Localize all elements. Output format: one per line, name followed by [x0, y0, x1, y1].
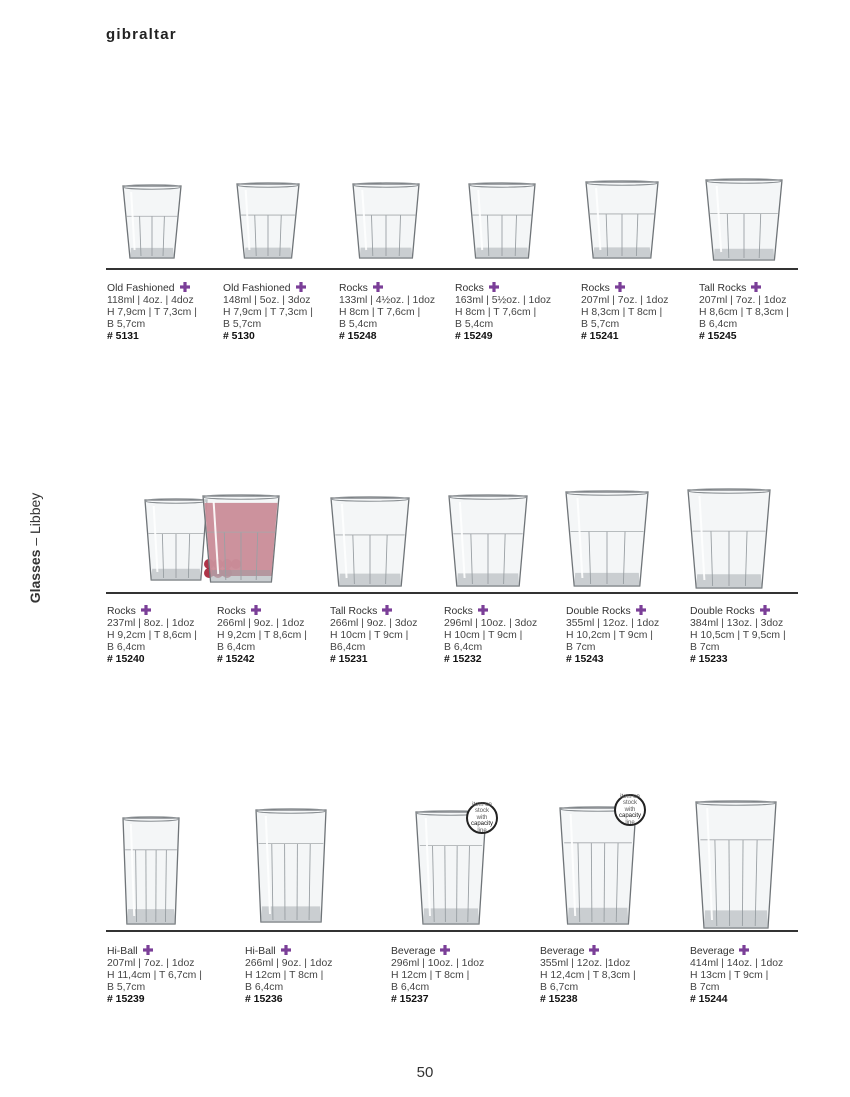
product-code: # 15249 [455, 331, 493, 342]
product-code: # 15238 [540, 994, 578, 1005]
product-spec: 296ml | 10oz. | 3doz [444, 618, 538, 629]
product-spec: H 11,4cm | T 6,7cm | [107, 970, 202, 981]
product-spec: H 12cm | T 8cm | [391, 970, 470, 981]
product-code: # 15231 [330, 654, 368, 665]
product-name: Hi-Ball [245, 946, 276, 957]
plus-icon[interactable] [281, 945, 291, 955]
product-spec-line [107, 630, 197, 642]
glass-image [252, 806, 330, 926]
badge-text: stock with [474, 808, 489, 821]
plus-icon[interactable] [251, 605, 261, 615]
product-code: # 15241 [581, 331, 619, 342]
product-spec-line [455, 319, 551, 331]
product-spec: 266ml | 9oz. | 1doz [245, 958, 333, 969]
product-spec: B 5,7cm [107, 982, 146, 993]
product-name-line [566, 605, 659, 618]
product-code: # 15240 [107, 654, 145, 665]
badge-text: item on [472, 801, 492, 808]
product-spec-line [245, 970, 332, 982]
product-spec: H 13cm | T 9cm | [690, 970, 769, 981]
plus-icon[interactable] [296, 282, 306, 292]
glass-image [692, 798, 780, 932]
product-name-line [540, 945, 636, 958]
badge-text: capacity [618, 813, 641, 820]
product-name-line [391, 945, 484, 958]
product-spec-line [107, 642, 197, 654]
product-name: Beverage [391, 946, 436, 957]
product-code: # 15237 [391, 994, 429, 1005]
glass-image [562, 488, 652, 590]
product-card [391, 945, 484, 1006]
product-spec-line [391, 970, 484, 982]
plus-icon[interactable] [751, 282, 761, 292]
product-spec-line [581, 295, 668, 307]
product-code: # 15245 [699, 331, 737, 342]
product-spec: 355ml | 12oz. | 1doz [566, 618, 660, 629]
product-code-line [107, 654, 197, 666]
capacity-line-badge [466, 802, 498, 834]
product-spec: 266ml | 9oz. | 1doz [217, 618, 305, 629]
product-spec-line [581, 319, 668, 331]
product-card [455, 282, 551, 343]
product-spec: B 6,4cm [217, 642, 256, 653]
product-code-line [223, 331, 313, 343]
plus-icon[interactable] [478, 605, 488, 615]
product-spec-line [107, 958, 202, 970]
glass-image [582, 178, 662, 262]
product-code-line [581, 331, 668, 343]
glass-image [684, 486, 774, 592]
side-label-rest: – Libbey [27, 492, 43, 546]
plus-icon[interactable] [180, 282, 190, 292]
product-spec-line [690, 618, 786, 630]
product-spec-line [444, 618, 537, 630]
product-spec-line [107, 319, 197, 331]
product-spec-line [455, 295, 551, 307]
product-spec: B 7cm [566, 642, 596, 653]
product-spec-line [540, 970, 636, 982]
product-spec-line [223, 319, 313, 331]
product-spec: H 10cm | T 9cm | [444, 630, 523, 641]
product-name: Rocks [339, 283, 368, 294]
product-spec: B6,4cm [330, 642, 366, 653]
product-code-line [245, 994, 332, 1006]
page-number: 50 [416, 1064, 434, 1081]
product-code: # 15236 [245, 994, 283, 1005]
product-card [107, 605, 197, 666]
product-spec: B 6,7cm [540, 982, 579, 993]
product-spec-line [690, 970, 783, 982]
product-spec: B 6,4cm [444, 642, 483, 653]
product-spec-line [540, 958, 636, 970]
product-card [245, 945, 332, 1006]
product-spec: H 8,3cm | T 8cm | [581, 307, 663, 318]
product-spec: 355ml | 12oz. |1doz [540, 958, 631, 969]
product-spec-line [699, 295, 789, 307]
product-name-line [339, 282, 435, 295]
product-spec: H 7,9cm | T 7,3cm | [223, 307, 313, 318]
product-code: # 15232 [444, 654, 482, 665]
product-code: # 15244 [690, 994, 728, 1005]
side-label-bold: Glasses [27, 549, 43, 604]
product-spec: H 7,9cm | T 7,3cm | [107, 307, 197, 318]
product-name-line [217, 605, 307, 618]
product-spec-line [107, 970, 202, 982]
product-spec: H 9,2cm | T 8,6cm | [217, 630, 307, 641]
product-spec: 163ml | 5½oz. | 1doz [455, 295, 552, 306]
product-spec-line [217, 618, 307, 630]
product-spec-line [699, 307, 789, 319]
product-spec: 133ml | 4½oz. | 1doz [339, 295, 436, 306]
product-name-line [330, 605, 417, 618]
product-spec-line [339, 295, 435, 307]
badge-text: capacity [470, 821, 493, 828]
product-code-line [690, 654, 786, 666]
product-spec-line [690, 982, 783, 994]
product-code-line [566, 654, 659, 666]
glass-image [233, 180, 303, 262]
product-name-line [444, 605, 537, 618]
product-name: Beverage [690, 946, 735, 957]
badge-text: stock with [622, 800, 637, 813]
product-code-line [217, 654, 307, 666]
product-name-line [223, 282, 313, 295]
badge-text: item on [620, 793, 640, 800]
glass-image [702, 176, 786, 264]
product-name-line [690, 945, 783, 958]
product-spec: H 8,6cm | T 8,3cm | [699, 307, 789, 318]
product-name-line [455, 282, 551, 295]
product-spec: B 5,4cm [339, 319, 378, 330]
product-spec-line [339, 307, 435, 319]
product-spec-line [540, 982, 636, 994]
plus-icon[interactable] [739, 945, 749, 955]
product-spec-line [391, 958, 484, 970]
plus-icon[interactable] [373, 282, 383, 292]
product-code-line [540, 994, 636, 1006]
product-code-line [455, 331, 551, 343]
product-name: Beverage [540, 946, 585, 957]
badge-text: line [625, 819, 635, 826]
product-card [690, 945, 783, 1006]
product-code: # 15233 [690, 654, 728, 665]
product-spec-line [566, 642, 659, 654]
product-name: Double Rocks [690, 606, 755, 617]
glass-image [445, 492, 531, 590]
product-spec: 207ml | 7oz. | 1doz [581, 295, 669, 306]
product-spec-line [444, 642, 537, 654]
product-spec: B 5,4cm [455, 319, 494, 330]
product-spec: B 5,7cm [223, 319, 262, 330]
product-name: Rocks [444, 606, 473, 617]
product-spec: H 12cm | T 8cm | [245, 970, 324, 981]
badge-text: line [477, 827, 487, 834]
product-spec: H 10,2cm | T 9cm | [566, 630, 654, 641]
product-spec-line [245, 982, 332, 994]
product-spec: 266ml | 9oz. | 3doz [330, 618, 418, 629]
product-spec-line [217, 630, 307, 642]
product-name-line [107, 945, 202, 958]
plus-icon[interactable] [589, 945, 599, 955]
product-spec-line [690, 958, 783, 970]
product-spec: 237ml | 8oz. | 1doz [107, 618, 195, 629]
product-name-line [245, 945, 332, 958]
product-name: Rocks [217, 606, 246, 617]
product-name: Old Fashioned [223, 283, 291, 294]
product-spec-line [107, 295, 197, 307]
product-spec-line [223, 295, 313, 307]
product-spec-line [699, 319, 789, 331]
product-spec-line [566, 618, 659, 630]
product-code: # 15239 [107, 994, 145, 1005]
plus-icon[interactable] [489, 282, 499, 292]
product-code-line [107, 331, 197, 343]
product-card [217, 605, 307, 666]
product-name-line [107, 605, 197, 618]
glass-image [327, 494, 413, 590]
product-spec: 384ml | 13oz. | 3doz [690, 618, 784, 629]
plus-icon[interactable] [382, 605, 392, 615]
product-code: # 15242 [217, 654, 255, 665]
product-spec: B 5,7cm [581, 319, 620, 330]
product-spec-line [330, 618, 417, 630]
product-spec: H 10,5cm | T 9,5cm | [690, 630, 786, 641]
product-spec-line [339, 319, 435, 331]
product-spec: 207ml | 7oz. | 1doz [699, 295, 787, 306]
product-code: # 15248 [339, 331, 377, 342]
product-spec-line [107, 982, 202, 994]
product-card [566, 605, 659, 666]
glass-image [119, 814, 183, 928]
product-spec-line [330, 642, 417, 654]
plus-icon[interactable] [143, 945, 153, 955]
product-name: Rocks [581, 283, 610, 294]
product-spec: B 5,7cm [107, 319, 146, 330]
product-spec: B 6,4cm [699, 319, 738, 330]
plus-icon[interactable] [615, 282, 625, 292]
row-divider [106, 268, 798, 270]
product-code-line [391, 994, 484, 1006]
product-spec: 148ml | 5oz. | 3doz [223, 295, 311, 306]
glass-image [465, 180, 539, 262]
product-name: Rocks [107, 606, 136, 617]
product-code: # 5130 [223, 331, 255, 342]
product-card [699, 282, 789, 343]
product-name-line [690, 605, 786, 618]
product-code-line [699, 331, 789, 343]
product-code-line [339, 331, 435, 343]
product-spec-line [581, 307, 668, 319]
product-spec: H 8cm | T 7,6cm | [455, 307, 537, 318]
product-name-line [581, 282, 668, 295]
plus-icon[interactable] [440, 945, 450, 955]
product-card [107, 282, 197, 343]
product-card [223, 282, 313, 343]
product-spec-line [330, 630, 417, 642]
product-spec: B 7cm [690, 982, 720, 993]
plus-icon[interactable] [141, 605, 151, 615]
product-spec-line [107, 618, 197, 630]
product-spec: B 6,4cm [245, 982, 284, 993]
product-name: Rocks [455, 283, 484, 294]
product-spec: H 12,4cm | T 8,3cm | [540, 970, 636, 981]
glass-image [199, 492, 283, 586]
product-name: Hi-Ball [107, 946, 138, 957]
product-spec-line [391, 982, 484, 994]
product-card [339, 282, 435, 343]
side-label [27, 493, 43, 604]
product-card [107, 945, 202, 1006]
product-name-line [107, 282, 197, 295]
product-spec: 296ml | 10oz. | 1doz [391, 958, 485, 969]
product-spec: 118ml | 4oz. | 4doz [107, 295, 194, 306]
product-spec-line [455, 307, 551, 319]
plus-icon[interactable] [636, 605, 646, 615]
product-spec: B 7cm [690, 642, 720, 653]
product-name: Tall Rocks [330, 606, 378, 617]
product-name: Tall Rocks [699, 283, 747, 294]
product-code-line [330, 654, 417, 666]
plus-icon[interactable] [760, 605, 770, 615]
product-spec-line [690, 642, 786, 654]
product-card [690, 605, 786, 666]
product-code-line [690, 994, 783, 1006]
product-code-line [444, 654, 537, 666]
product-spec: H 8cm | T 7,6cm | [339, 307, 421, 318]
product-card [444, 605, 537, 666]
capacity-line-badge [614, 794, 646, 826]
product-spec: B 6,4cm [107, 642, 146, 653]
product-name-line [699, 282, 789, 295]
product-spec-line [107, 307, 197, 319]
row-divider [106, 592, 798, 594]
product-spec-line [444, 630, 537, 642]
product-name: Old Fashioned [107, 283, 175, 294]
product-name: Double Rocks [566, 606, 631, 617]
product-spec: 207ml | 7oz. | 1doz [107, 958, 195, 969]
product-code: # 15243 [566, 654, 604, 665]
product-spec: B 6,4cm [391, 982, 430, 993]
product-spec-line [245, 958, 332, 970]
product-spec-line [566, 630, 659, 642]
product-card [581, 282, 668, 343]
product-spec-line [690, 630, 786, 642]
glass-image [349, 180, 423, 262]
product-card [540, 945, 636, 1006]
product-code-line [107, 994, 202, 1006]
product-spec-line [217, 642, 307, 654]
product-spec: H 9,2cm | T 8,6cm | [107, 630, 197, 641]
glass-image [119, 182, 185, 262]
product-spec: 414ml | 14oz. | 1doz [690, 958, 784, 969]
product-spec-line [223, 307, 313, 319]
brand-title: gibraltar [106, 26, 177, 43]
product-code: # 5131 [107, 331, 139, 342]
product-spec: H 10cm | T 9cm | [330, 630, 409, 641]
product-card [330, 605, 417, 666]
